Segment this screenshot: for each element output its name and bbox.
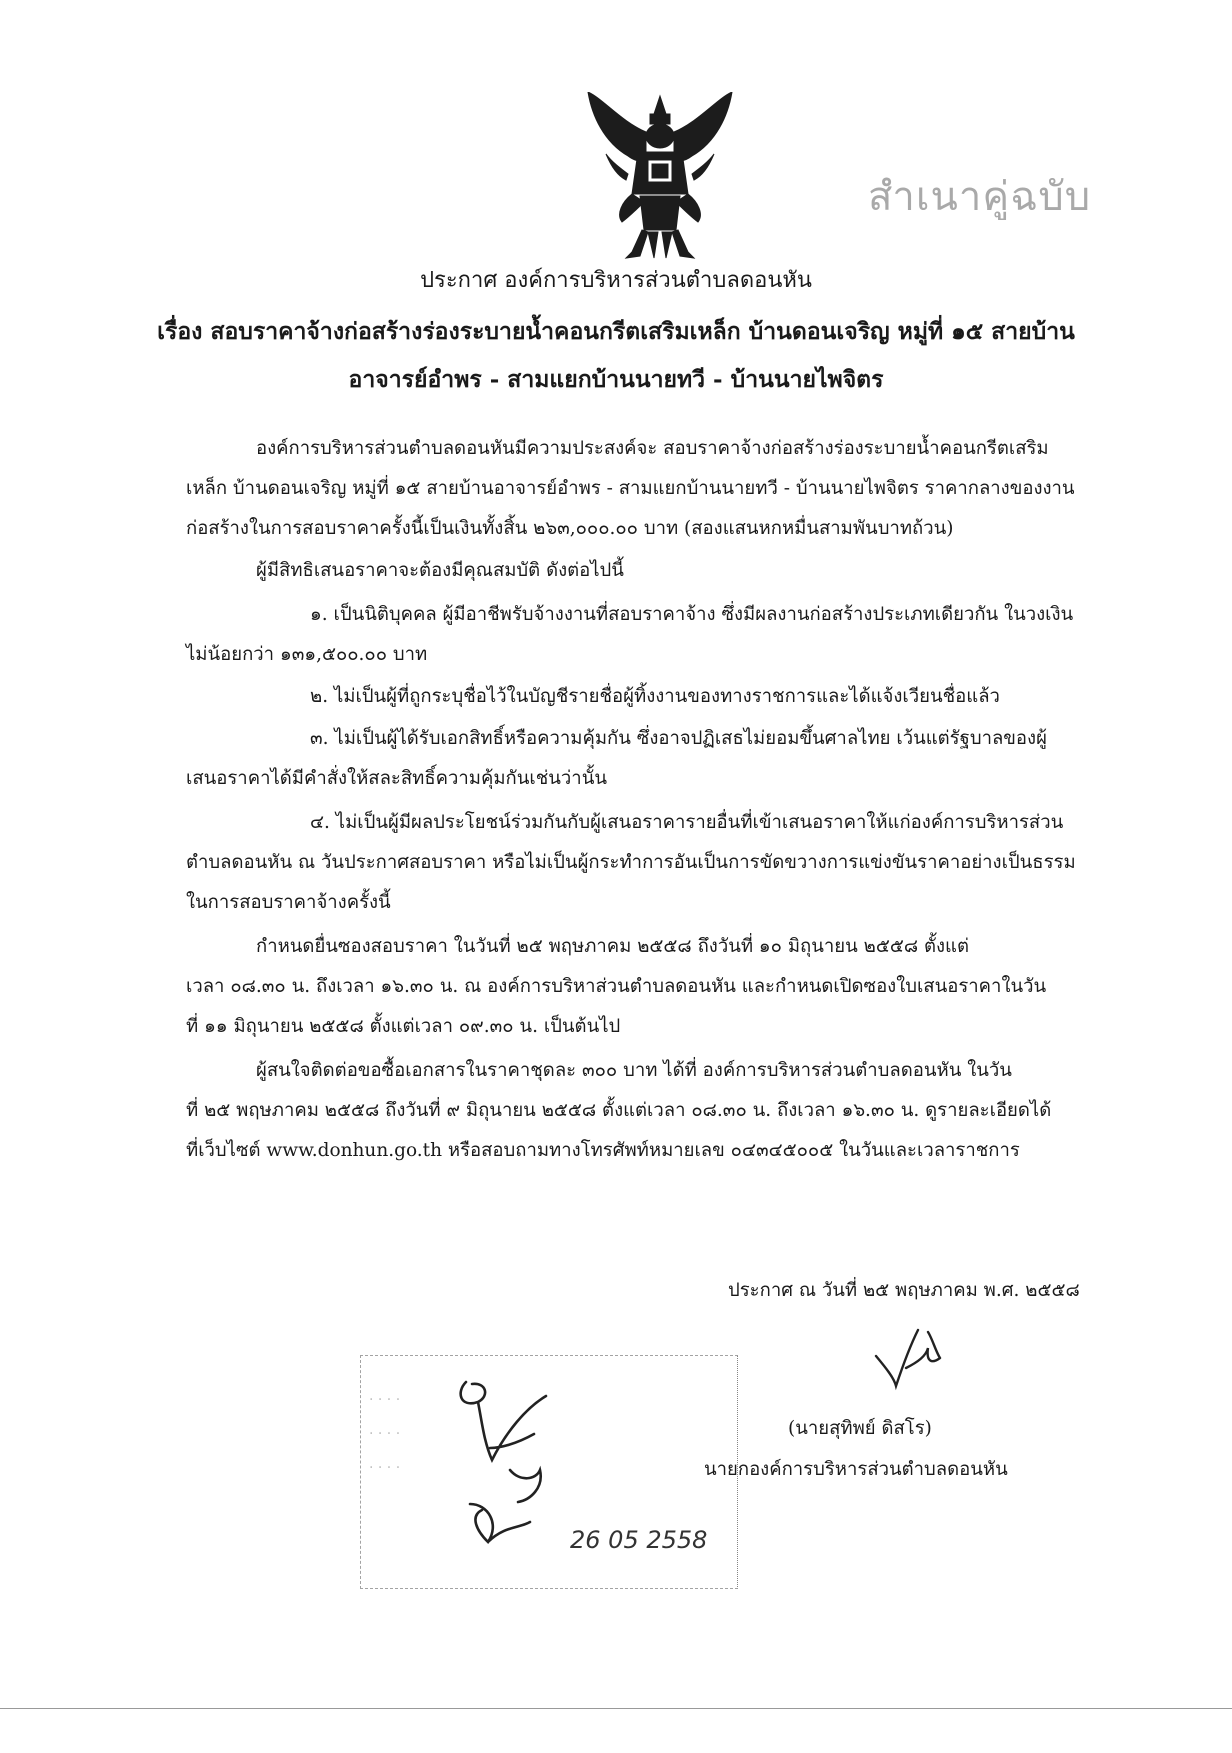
stamp-faded-mark: · · · · <box>369 1426 401 1442</box>
copy-stamp: สำเนาคู่ฉบับ <box>868 174 1092 220</box>
qualification-1-line-1: ๑. เป็นนิติบุคคล ผู้มีอาชีพรับจ้างงานที่สอบราคาจ้าง ซึ่งมีผลงานก่อสร้างประเภทเดียวกัน ในวงเงิน <box>310 604 1074 625</box>
signatory-name: (นายสุทิพย์ ดิสโร) <box>788 1418 932 1439</box>
qualification-2: ๒. ไม่เป็นผู้ที่ถูกระบุชื่อไว้ในบัญชีรายชื่อผู้ทิ้งงานของทางราชการและได้แจ้งเวียนชื่อแล้ว <box>310 686 1000 707</box>
qualification-4-line-1: ๔. ไม่เป็นผู้มีผลประโยชน์ร่วมกันกับผู้เสนอราคารายอื่นที่เข้าเสนอราคาให้แก่องค์การบริหารส่วน <box>310 812 1064 833</box>
purchase-line-2: ที่ ๒๕ พฤษภาคม ๒๕๕๘ ถึงวันที่ ๙ มิถุนายน ๒๕๕๘ ตั้งแต่เวลา ๐๘.๓๐ น. ถึงเวลา ๑๖.๓๐ น. ดูรายละเอียดได้ <box>186 1100 1052 1121</box>
intro-line-3: ก่อสร้างในการสอบราคาครั้งนี้เป็นเงินทั้งสิ้น ๒๖๓,๐๐๐.๐๐ บาท (สองแสนหกหมื่นสามพันบาทถ้วน) <box>186 518 954 539</box>
subject-line-1: เรื่อง สอบราคาจ้างก่อสร้างร่องระบายน้ำคอนกรีตเสริมเหล็ก บ้านดอนเจริญ หมู่ที่ ๑๕ สายบ้าน <box>157 318 1075 345</box>
announcement-date: ประกาศ ณ วันที่ ๒๕ พฤษภาคม พ.ศ. ๒๕๕๘ <box>728 1280 1080 1301</box>
qualification-3-line-2: เสนอราคาได้มีคำสั่งให้สละสิทธิ์ความคุ้มกันเช่นว่านั้น <box>186 768 607 789</box>
garuda-emblem-icon <box>582 92 738 260</box>
stamp-faded-mark: · · · · <box>369 1460 401 1476</box>
qualification-heading: ผู้มีสิทธิเสนอราคาจะต้องมีคุณสมบัติ ดังต่อไปนี้ <box>256 560 624 581</box>
qualification-3-line-1: ๓. ไม่เป็นผู้ได้รับเอกสิทธิ์หรือความคุ้มกัน ซึ่งอาจปฏิเสธไม่ยอมขึ้นศาลไทย เว้นแต่รัฐบาลของผู้ <box>310 728 1047 749</box>
qualification-1-line-2: ไม่น้อยกว่า ๑๓๑,๕๐๐.๐๐ บาท <box>186 644 428 665</box>
qualification-4-line-2: ตำบลดอนหัน ณ วันประกาศสอบราคา หรือไม่เป็นผู้กระทำการอันเป็นการขัดขวางการแข่งขันราคาอย่างเป็นธรรม <box>186 852 1076 873</box>
chief-signature-icon <box>866 1312 966 1392</box>
intro-line-2: เหล็ก บ้านดอนเจริญ หมู่ที่ ๑๕ สายบ้านอาจารย์อำพร - สามแยกบ้านนายทวี - บ้านนายไพจิตร ราคากลางของงาน <box>186 478 1075 499</box>
scan-edge-divider <box>0 1708 1232 1709</box>
purchase-line-1: ผู้สนใจติดต่อขอซื้อเอกสารในราคาชุดละ ๓๐๐ บาท ได้ที่ องค์การบริหารส่วนตำบลดอนหัน ในวัน <box>256 1060 1012 1081</box>
purchase-line-3: ที่เว็บไซต์ www.donhun.go.th หรือสอบถามทางโทรศัพท์หมายเลข ๐๔๓๔๕๐๐๕ ในวันและเวลาราชการ <box>186 1140 1020 1161</box>
received-stamp-date: 26 05 2558 <box>570 1526 708 1554</box>
qualification-4-line-3: ในการสอบราคาจ้างครั้งนี้ <box>186 892 391 913</box>
stamp-faded-mark: · · · · <box>369 1392 401 1408</box>
submission-line-3: ที่ ๑๑ มิถุนายน ๒๕๕๘ ตั้งแต่เวลา ๐๙.๓๐ น. เป็นต้นไป <box>186 1016 621 1037</box>
subject-line-2: อาจารย์อำพร - สามแยกบ้านนายทวี - บ้านนายไพจิตร <box>348 366 884 393</box>
handwritten-initials-icon <box>430 1352 590 1582</box>
submission-line-1: กำหนดยื่นซองสอบราคา ในวันที่ ๒๕ พฤษภาคม ๒๕๕๘ ถึงวันที่ ๑๐ มิถุนายน ๒๕๕๘ ตั้งแต่ <box>256 936 969 957</box>
submission-line-2: เวลา ๐๘.๓๐ น. ถึงเวลา ๑๖.๓๐ น. ณ องค์การบริหาส่วนตำบลดอนหัน และกำหนดเปิดซองใบเสนอราคาในวัน <box>186 976 1047 997</box>
signatory-position: นายกองค์การบริหารส่วนตำบลดอนหัน <box>704 1459 1008 1480</box>
announcement-header: ประกาศ องค์การบริหารส่วนตำบลดอนหัน <box>420 268 812 293</box>
intro-line-1: องค์การบริหารส่วนตำบลดอนหันมีความประสงค์จะ สอบราคาจ้างก่อสร้างร่องระบายน้ำคอนกรีตเสริม <box>256 438 1049 459</box>
